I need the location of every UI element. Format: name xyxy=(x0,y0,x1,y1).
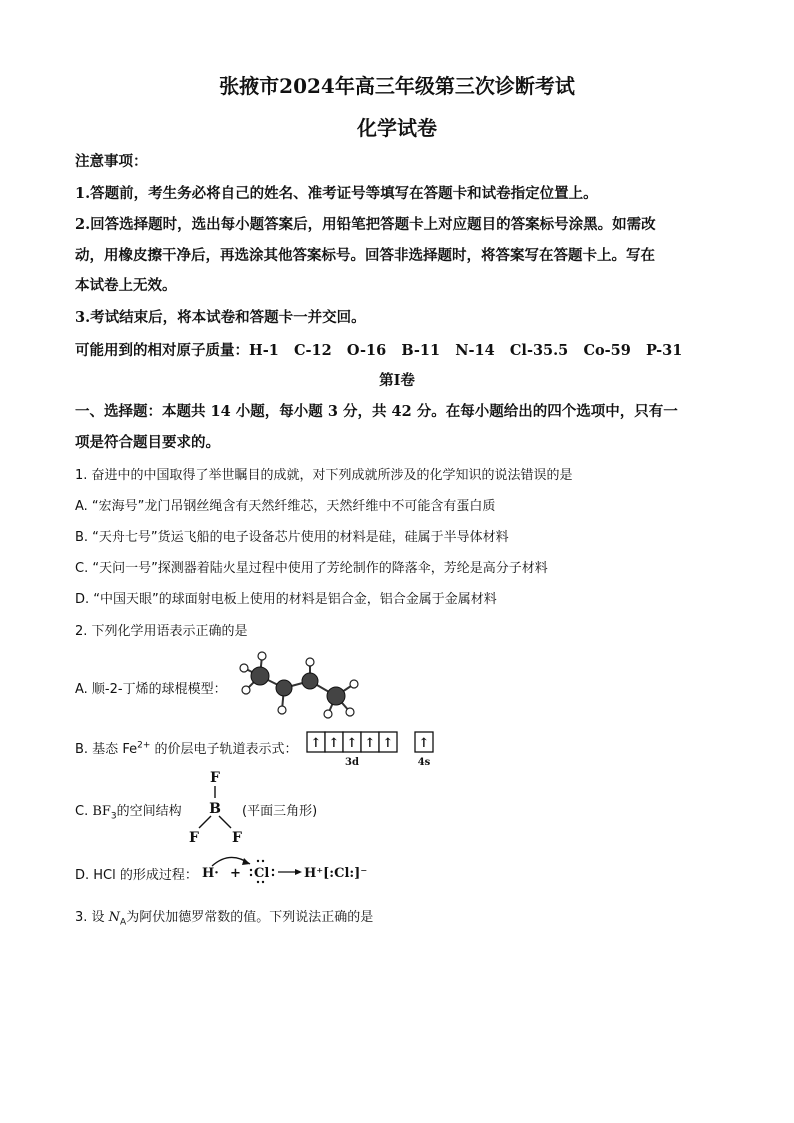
q3-na-sub: A xyxy=(120,917,127,928)
bf3-structure xyxy=(180,768,250,846)
bf3-atom-f: F xyxy=(189,830,199,846)
question-2-option-d: D. HCl 的形成过程： xyxy=(75,868,198,883)
notice-item: 动，用橡皮擦干净后，再选涂其他答案标号。回答非选择题时，将答案写在答题卡上。写在 xyxy=(75,247,655,264)
orbital-diagram xyxy=(306,731,440,769)
hcl-cl-atom: Cl xyxy=(254,866,270,881)
notice-item: 1.答题前，考生务必将自己的姓名、准考证号等填写在答题卡和试卷指定位置上。 xyxy=(75,185,598,202)
atomic-mass-value: O-16 xyxy=(346,342,387,359)
hcl-product: H⁺[:Cl:]⁻ xyxy=(304,866,368,881)
section-instructions: 项是符合题目要求的。 xyxy=(75,434,220,451)
q3-suffix: 为阿伏加德罗常数的值。下列说法正确的是 xyxy=(126,910,374,925)
hcl-h-atom: H· xyxy=(202,866,219,881)
option-b-charge: 2+ xyxy=(137,740,151,751)
orbital-label-3d: 3d xyxy=(345,757,359,768)
question-1-stem: 1. 奋进中的中国取得了举世瞩目的成就，对下列成就所涉及的化学知识的说法错误的是 xyxy=(75,468,573,483)
bf3-atom-f: F xyxy=(232,830,242,846)
orbital-arrow: ↑ xyxy=(364,736,376,751)
orbital-arrow: ↑ xyxy=(328,736,340,751)
bf3-atom-f: F xyxy=(210,770,220,786)
q3-na: N xyxy=(108,910,121,925)
atomic-mass-value: P-31 xyxy=(646,342,683,359)
question-1-option-c: C. “天问一号”探测器着陆火星过程中使用了芳纶制作的降落伞，芳纶是高分子材料 xyxy=(75,561,548,576)
notice-item: 本试卷上无效。 xyxy=(75,277,177,294)
notice-item: 2.回答选择题时，选出每小题答案后，用铅笔把答题卡上对应题目的答案标号涂黑。如需改 xyxy=(75,216,656,233)
q3-prefix: 3. 设 xyxy=(75,910,109,925)
ball-stick-model-diagram xyxy=(232,648,362,722)
atomic-mass-value: Cl-35.5 xyxy=(509,342,569,359)
option-c-prefix: C. xyxy=(75,804,93,819)
atomic-mass-value: H-1 xyxy=(249,342,279,359)
question-2-option-b xyxy=(75,738,298,757)
exam-title: 张掖市2024年高三年级第三次诊断考试 xyxy=(219,74,575,98)
hcl-plus: + xyxy=(230,866,241,881)
option-b-suffix: 的价层电子轨道表示式： xyxy=(150,742,298,757)
atomic-mass-value: N-14 xyxy=(455,342,495,359)
option-c-sub: 3 xyxy=(110,811,117,822)
atomic-mass-value: Co-59 xyxy=(583,342,631,359)
question-1-option-a: A. “宏海号”龙门吊钢丝绳含有天然纤维芯，天然纤维中不可能含有蛋白质 xyxy=(75,499,496,514)
atomic-mass-value: C-12 xyxy=(293,342,332,359)
option-c-formula: BF xyxy=(92,804,111,819)
orbital-label-4s: 4s xyxy=(417,757,431,768)
notice-item: 3.考试结束后，将本试卷和答题卡一并交回。 xyxy=(75,309,366,326)
orbital-arrow: ↑ xyxy=(382,736,394,751)
bf3-atom-b: B xyxy=(209,801,221,817)
atomic-mass-label: 可能用到的相对原子质量： xyxy=(75,342,249,359)
question-3-stem xyxy=(75,906,373,928)
question-2-option-c xyxy=(75,800,182,822)
question-1-option-b: B. “天舟七号”货运飞船的电子设备芯片使用的材料是硅，硅属于半导体材料 xyxy=(75,530,509,545)
option-c-note: (平面三角形) xyxy=(242,804,318,819)
orbital-arrow: ↑ xyxy=(310,736,322,751)
atomic-mass-line xyxy=(75,339,682,360)
question-1-option-d: D. “中国天眼”的球面射电板上使用的材料是铝合金，铝合金属于金属材料 xyxy=(75,592,497,607)
option-b-prefix: B. 基态 Fe xyxy=(75,742,138,757)
atomic-mass-value: B-11 xyxy=(401,342,441,359)
question-2-stem: 2. 下列化学用语表示正确的是 xyxy=(75,624,248,639)
section-title: 第Ⅰ卷 xyxy=(379,372,415,389)
exam-subject: 化学试卷 xyxy=(357,116,437,140)
section-instructions: 一、选择题：本题共 14 小题，每小题 3 分，共 42 分。在每小题给出的四个选项中，只有一 xyxy=(75,403,678,420)
hcl-formation-diagram xyxy=(198,852,388,888)
question-2-option-a: A. 顺-2-丁烯的球棍模型： xyxy=(75,682,227,697)
orbital-arrow: ↑ xyxy=(418,736,430,751)
orbital-arrow: ↑ xyxy=(346,736,358,751)
option-c-mid: 的空间结构 xyxy=(116,804,182,819)
notice-heading: 注意事项： xyxy=(75,153,148,170)
